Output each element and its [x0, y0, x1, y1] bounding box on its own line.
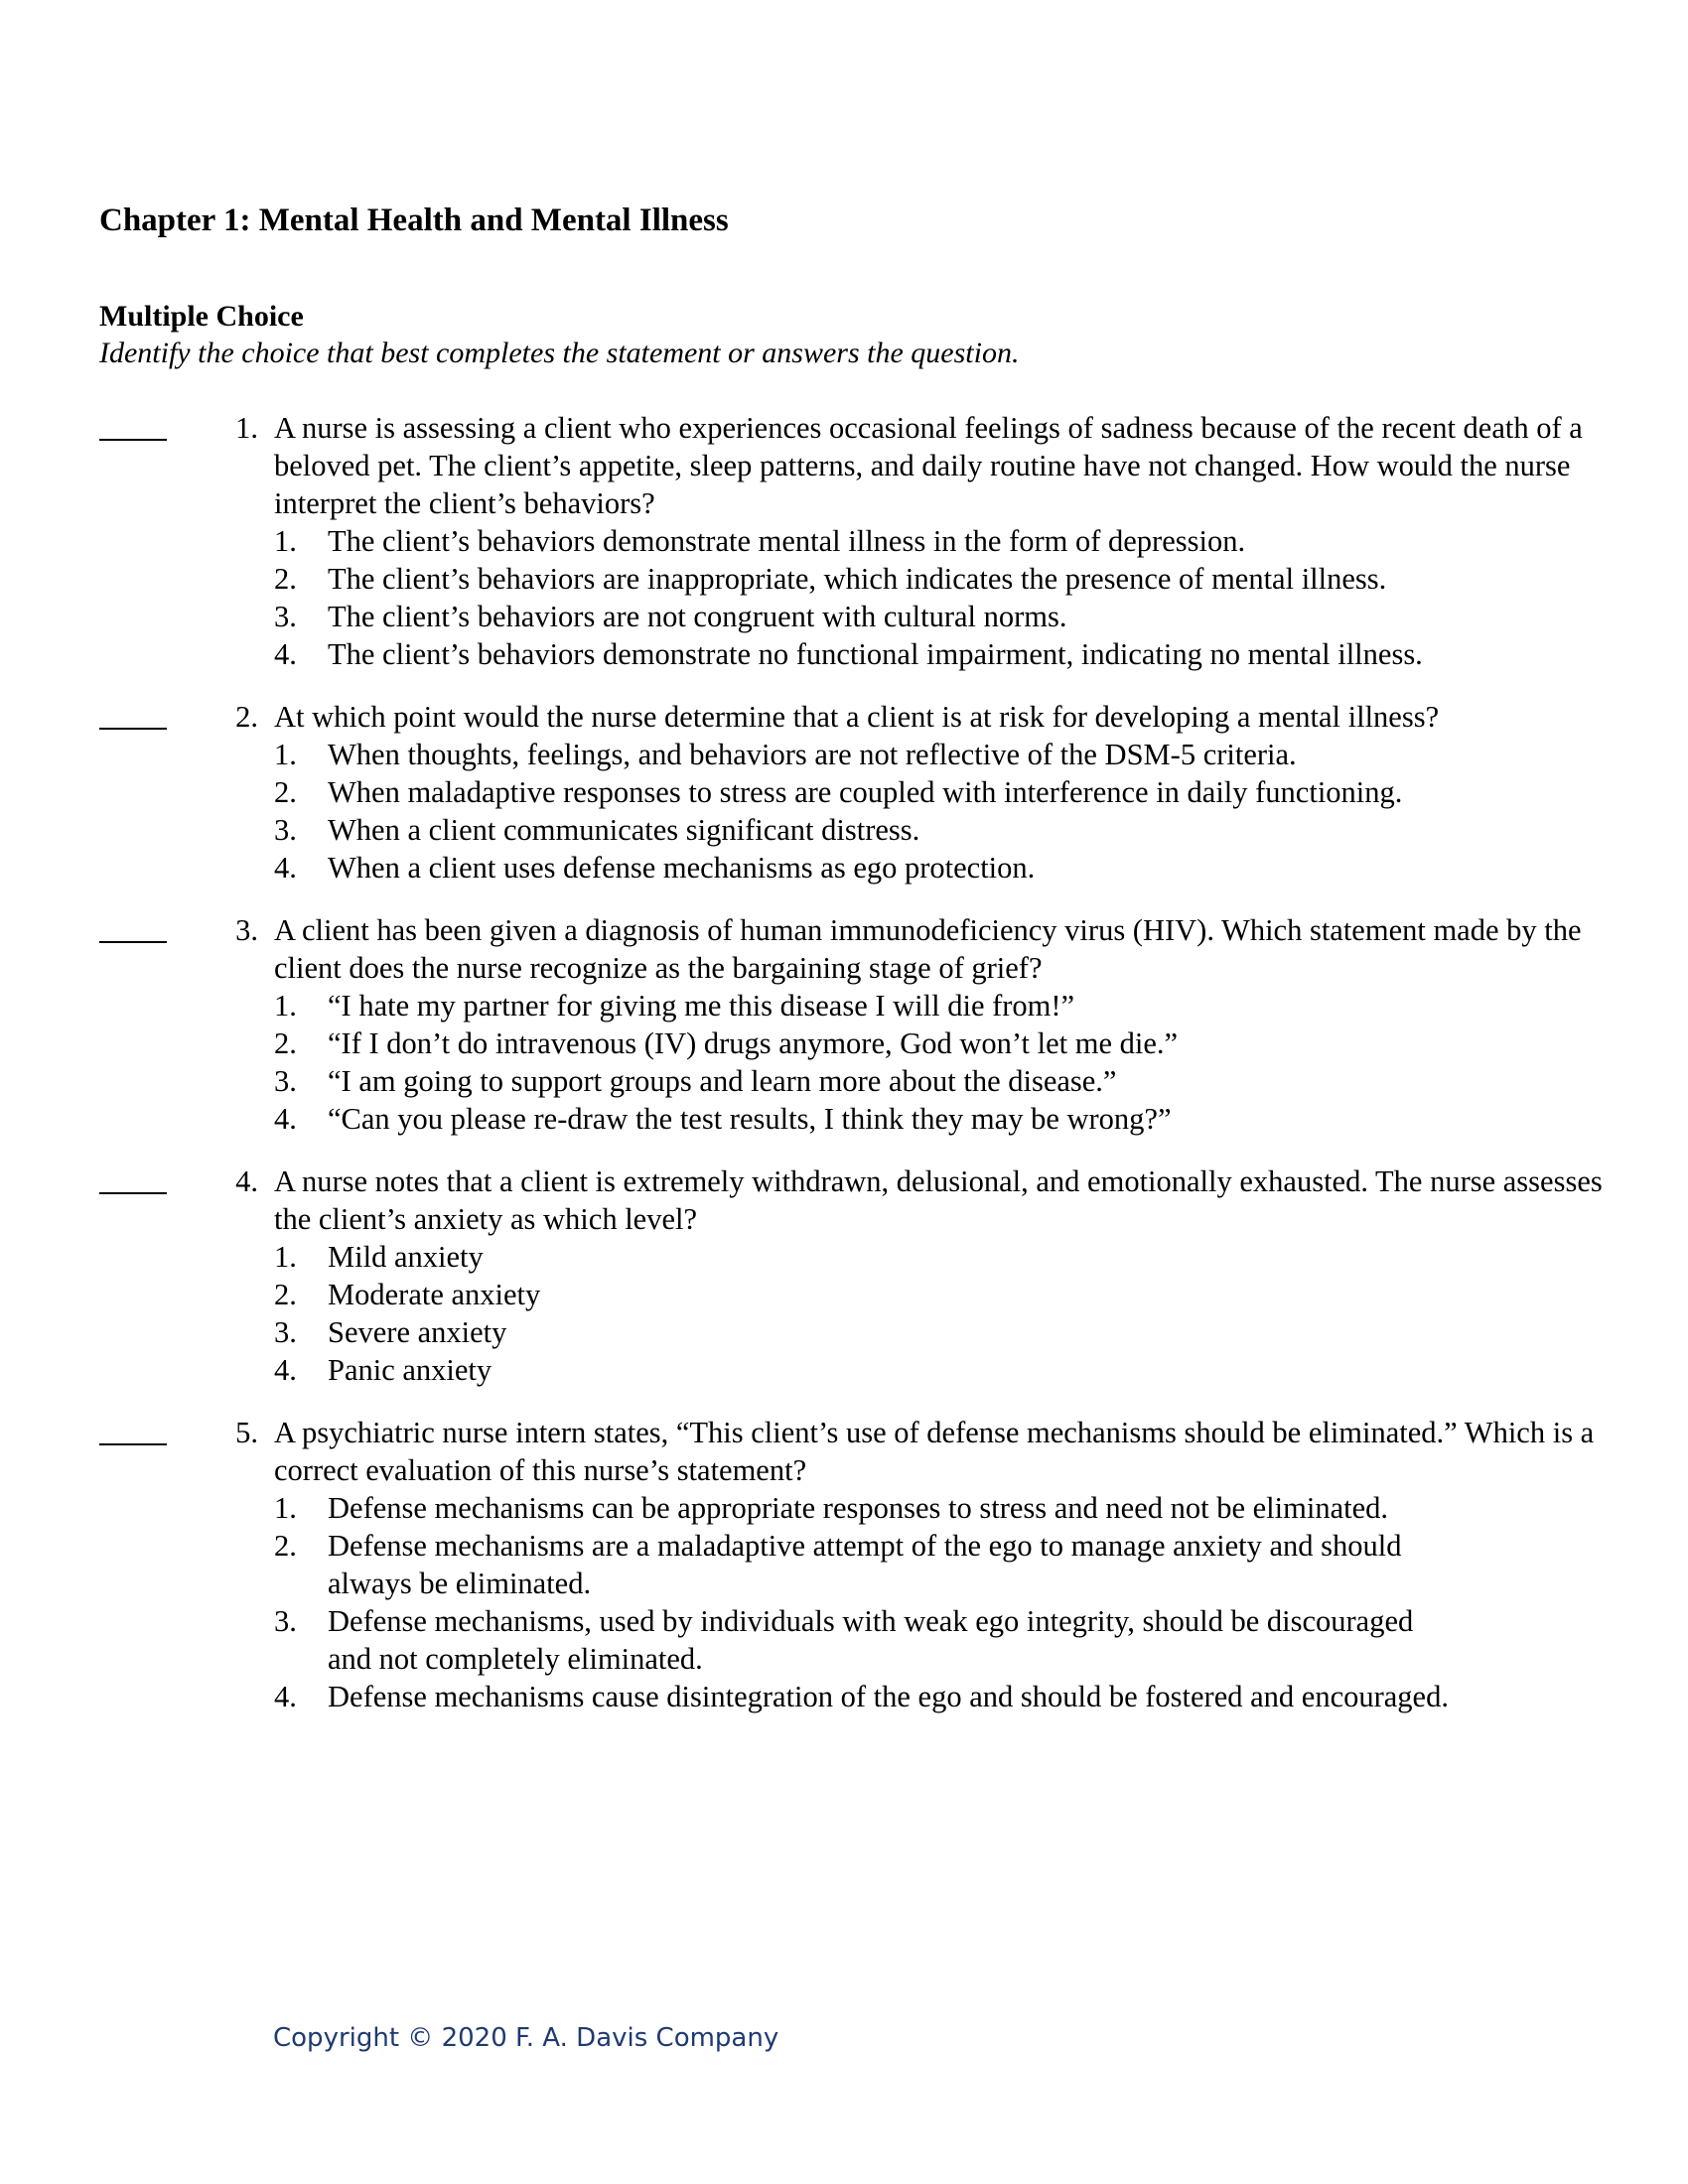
answer-option — [274, 1276, 1450, 1313]
section-heading: Multiple Choice — [99, 300, 304, 333]
option-number: 4. — [274, 637, 297, 671]
option-text: Panic anxiety — [328, 1353, 492, 1387]
question-stem: A nurse is assessing a client who experiences occasional feelings of sadness because of the recent death of a beloved pet. The client’s appetite, sleep patterns, and daily routine have not changed. How would the nurse interpret the client’s behaviors? — [274, 411, 1583, 520]
option-number: 4. — [274, 1353, 297, 1387]
option-text: When thoughts, feelings, and behaviors are not reflective of the DSM-5 criteria. — [328, 738, 1297, 771]
question-1 — [99, 409, 1609, 673]
question-stem: At which point would the nurse determine that a client is at risk for developing a mental illness? — [274, 700, 1440, 734]
option-number: 3. — [274, 1064, 297, 1098]
option-text: The client’s behaviors demonstrate no functional impairment, indicating no mental illness. — [328, 637, 1423, 671]
answer-options — [274, 522, 1605, 673]
answer-options — [274, 736, 1605, 887]
option-text: Moderate anxiety — [328, 1278, 541, 1311]
answer-option — [274, 773, 1450, 811]
question-number: 2. — [235, 700, 258, 734]
copyright-footer: Copyright © 2020 F. A. Davis Company — [273, 2023, 779, 2053]
question-number: 1. — [235, 411, 258, 445]
answer-blank[interactable] — [99, 692, 167, 730]
question-5 — [99, 1414, 1609, 1715]
option-text: Defense mechanisms, used by individuals with weak ego integrity, should be discouraged and not completely eliminated. — [328, 1604, 1414, 1676]
answer-option — [274, 1238, 1450, 1276]
answer-option — [274, 1602, 1450, 1678]
option-text: Severe anxiety — [328, 1315, 507, 1349]
question-4 — [99, 1162, 1609, 1389]
option-text: The client’s behaviors are not congruent with cultural norms. — [328, 600, 1067, 633]
option-text: Mild anxiety — [328, 1240, 484, 1274]
option-text: Defense mechanisms can be appropriate responses to stress and need not be eliminated. — [328, 1491, 1388, 1525]
answer-option — [274, 1678, 1450, 1715]
answer-option — [274, 1351, 1450, 1389]
option-number: 2. — [274, 1529, 297, 1563]
chapter-title: Chapter 1: Mental Health and Mental Illness — [99, 203, 729, 238]
option-text: “I am going to support groups and learn more about the disease.” — [328, 1064, 1117, 1098]
option-number: 2. — [274, 1026, 297, 1060]
question-number: 3. — [235, 913, 258, 947]
option-number: 4. — [274, 1102, 297, 1136]
answer-options — [274, 1238, 1605, 1389]
answer-option — [274, 987, 1450, 1024]
option-number: 3. — [274, 1315, 297, 1349]
answer-option — [274, 635, 1450, 673]
answer-option — [274, 849, 1450, 887]
answer-option — [274, 1527, 1450, 1602]
instructions: Identify the choice that best completes the statement or answers the question. — [99, 337, 1020, 369]
option-number: 3. — [274, 813, 297, 847]
option-number: 1. — [274, 989, 297, 1023]
option-text: When maladaptive responses to stress are coupled with interference in daily functioning. — [328, 775, 1403, 809]
answer-blank[interactable] — [99, 403, 167, 441]
answer-blank[interactable] — [99, 905, 167, 943]
option-text: “Can you please re-draw the test results, I think they may be wrong?” — [328, 1102, 1172, 1136]
option-text: “I hate my partner for giving me this disease I will die from!” — [328, 989, 1075, 1023]
option-number: 4. — [274, 1680, 297, 1713]
option-number: 2. — [274, 1278, 297, 1311]
question-stem: A client has been given a diagnosis of human immunodeficiency virus (HIV). Which statement made by the client does the nurse recognize as the bargaining stage of grief? — [274, 913, 1582, 985]
answer-option — [274, 1024, 1450, 1062]
answer-blank[interactable] — [99, 1157, 167, 1194]
answer-option — [274, 598, 1450, 635]
answer-options — [274, 1489, 1605, 1715]
answer-blank[interactable] — [99, 1408, 167, 1445]
option-text: Defense mechanisms are a maladaptive attempt of the ego to manage anxiety and should always be eliminated. — [328, 1529, 1402, 1600]
option-number: 2. — [274, 775, 297, 809]
option-number: 1. — [274, 524, 297, 558]
option-number: 3. — [274, 1604, 297, 1638]
question-3 — [99, 911, 1609, 1138]
answer-option — [274, 560, 1450, 598]
option-number: 3. — [274, 600, 297, 633]
answer-option — [274, 522, 1450, 560]
option-number: 2. — [274, 562, 297, 596]
option-number: 1. — [274, 1240, 297, 1274]
option-text: The client’s behaviors demonstrate mental illness in the form of depression. — [328, 524, 1246, 558]
answer-options — [274, 987, 1605, 1138]
question-stem: A psychiatric nurse intern states, “This client’s use of defense mechanisms should be eliminated.” Which is a correct evaluation of this nurse’s statement? — [274, 1416, 1595, 1487]
option-text: Defense mechanisms cause disintegration of the ego and should be fostered and encouraged. — [328, 1680, 1449, 1713]
option-text: “If I don’t do intravenous (IV) drugs anymore, God won’t let me die.” — [328, 1026, 1179, 1060]
answer-option — [274, 1489, 1450, 1527]
option-text: The client’s behaviors are inappropriate, which indicates the presence of mental illness. — [328, 562, 1387, 596]
answer-option — [274, 736, 1450, 773]
question-2 — [99, 698, 1609, 887]
question-stem: A nurse notes that a client is extremely withdrawn, delusional, and emotionally exhausted. The nurse assesses the client’s anxiety as which level? — [274, 1164, 1603, 1236]
option-text: When a client communicates significant distress. — [328, 813, 920, 847]
option-number: 4. — [274, 851, 297, 885]
option-number: 1. — [274, 1491, 297, 1525]
answer-option — [274, 1313, 1450, 1351]
question-list — [99, 409, 1609, 1740]
question-number: 5. — [235, 1416, 258, 1449]
option-text: When a client uses defense mechanisms as ego protection. — [328, 851, 1036, 885]
answer-option — [274, 1062, 1450, 1100]
option-number: 1. — [274, 738, 297, 771]
answer-option — [274, 1100, 1450, 1138]
answer-option — [274, 811, 1450, 849]
question-number: 4. — [235, 1164, 258, 1198]
